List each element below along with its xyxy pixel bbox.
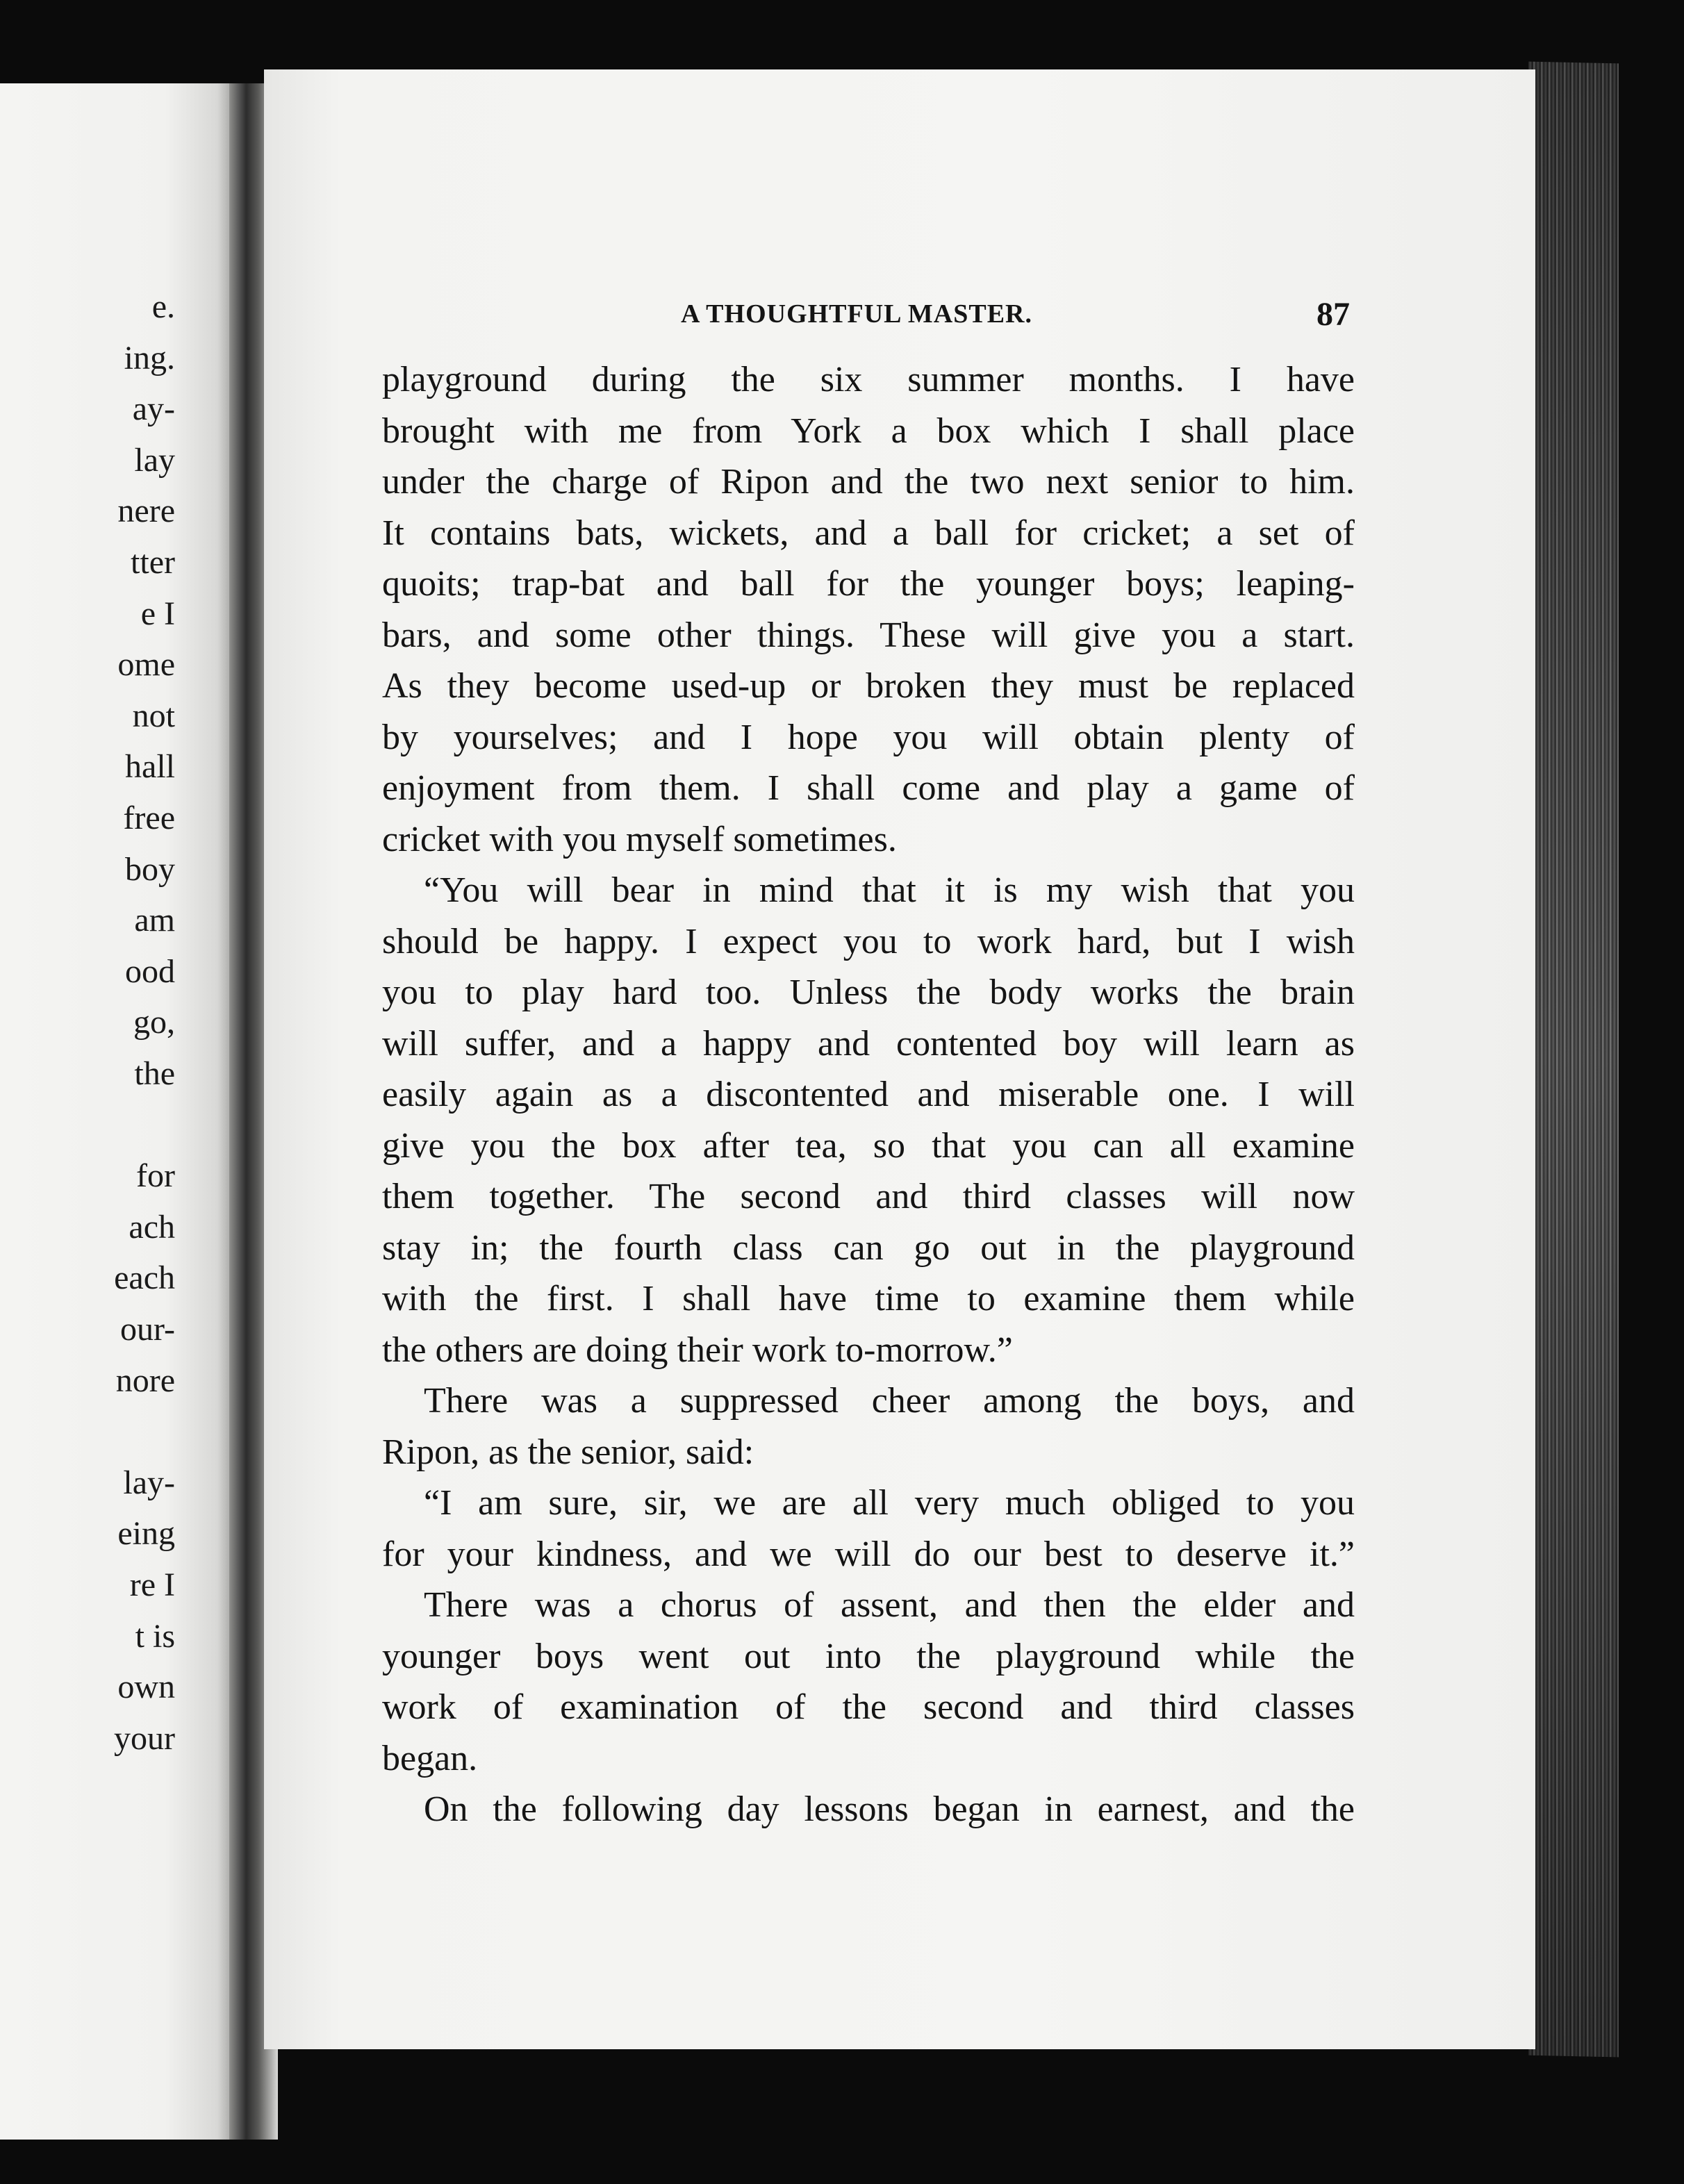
text-line: will suffer, and a happy and contented boy will learn as xyxy=(382,1023,1355,1064)
facing-page-fragment: nore xyxy=(115,1362,175,1399)
text-line: easily again as a discontented and miserable one. I will xyxy=(382,1075,1355,1114)
facing-page-fragment: ood xyxy=(125,952,175,990)
text-line: “You will bear in mind that it is my wish that you xyxy=(424,870,1355,910)
text-line: with the first. I shall have time to examine them while xyxy=(382,1279,1355,1318)
text-line: As they become used-up or broken they must be replaced xyxy=(382,666,1355,706)
facing-page-fragment: ome xyxy=(117,646,175,684)
facing-page-fragment: am xyxy=(134,902,175,939)
facing-page-fragment: hall xyxy=(125,748,175,786)
facing-page-fragment: ay- xyxy=(132,390,175,428)
text-line: It contains bats, wickets, and a ball for cricket; a set of xyxy=(382,513,1355,553)
text-line: There was a chorus of assent, and then the elder and xyxy=(424,1585,1355,1625)
facing-page-left xyxy=(0,83,236,2140)
facing-page-fragment: for xyxy=(136,1157,175,1195)
text-line: younger boys went out into the playground while the xyxy=(382,1636,1355,1676)
facing-page-fragment: each xyxy=(114,1259,175,1297)
text-line: you to play hard too. Unless the body works the brain xyxy=(382,973,1355,1012)
facing-page-fragment: lay- xyxy=(123,1464,175,1501)
text-line: under the charge of Ripon and the two next senior to him. xyxy=(382,462,1355,502)
facing-page-fragment: the xyxy=(134,1055,175,1092)
text-line: work of examination of the second and third classes xyxy=(382,1687,1355,1727)
text-line: by yourselves; and I hope you will obtain plenty of xyxy=(382,717,1355,757)
facing-page-fragment: not xyxy=(132,697,175,734)
facing-page-fragment: tter xyxy=(131,544,175,581)
facing-page-fragment: ing. xyxy=(124,339,175,377)
facing-page-fragment: own xyxy=(117,1669,175,1706)
text-line: quoits; trap-bat and ball for the younger boys; leaping- xyxy=(382,564,1355,604)
facing-page-fragment: e. xyxy=(151,288,175,325)
body-text xyxy=(382,354,1355,1835)
facing-page-fragment: your xyxy=(114,1719,175,1757)
text-line: cricket with you myself sometimes. xyxy=(382,819,897,859)
facing-page-fragment: boy xyxy=(125,850,175,888)
text-line: playground during the six summer months. I have xyxy=(382,360,1355,399)
text-line: them together. The second and third classes will now xyxy=(382,1177,1355,1216)
text-line: On the following day lessons began in earnest, and the xyxy=(424,1789,1355,1829)
text-line: “I am sure, sir, we are all very much obliged to you xyxy=(424,1483,1355,1523)
facing-page-fragment: nere xyxy=(117,493,175,530)
facing-page-fragment: t is xyxy=(135,1617,175,1655)
text-line: should be happy. I expect you to work hard, but I wish xyxy=(382,921,1355,961)
facing-page-fragment: lay xyxy=(134,441,175,479)
facing-page-fragment: free xyxy=(123,800,175,836)
text-line: stay in; the fourth class can go out in the playground xyxy=(382,1227,1355,1268)
text-line: the others are doing their work to-morrow.” xyxy=(382,1330,1013,1370)
facing-page-fragment: re I xyxy=(129,1566,175,1603)
text-line: brought with me from York a box which I shall place xyxy=(382,411,1355,451)
facing-page-fragment: our- xyxy=(119,1311,175,1348)
text-line: for your kindness, and we will do our best to deserve it.” xyxy=(382,1534,1355,1574)
running-head: A THOUGHTFUL MASTER. xyxy=(681,299,1033,329)
facing-page-fragment: go, xyxy=(133,1004,175,1041)
text-line: Ripon, as the senior, said: xyxy=(382,1432,754,1472)
facing-page-fragment: e I xyxy=(140,595,175,632)
text-line: bars, and some other things. These will give you a start. xyxy=(382,615,1355,655)
text-line: There was a suppressed cheer among the boys, and xyxy=(424,1381,1355,1421)
facing-page-fragment: eing xyxy=(117,1515,175,1553)
facing-page-fragment: ach xyxy=(129,1208,175,1246)
book-page-edges xyxy=(1528,62,1619,2058)
text-line: enjoyment from them. I shall come and play a game of xyxy=(382,768,1355,808)
text-line: give you the box after tea, so that you can all examine xyxy=(382,1125,1355,1166)
page-number: 87 xyxy=(1316,296,1350,333)
text-line: began. xyxy=(382,1738,478,1778)
